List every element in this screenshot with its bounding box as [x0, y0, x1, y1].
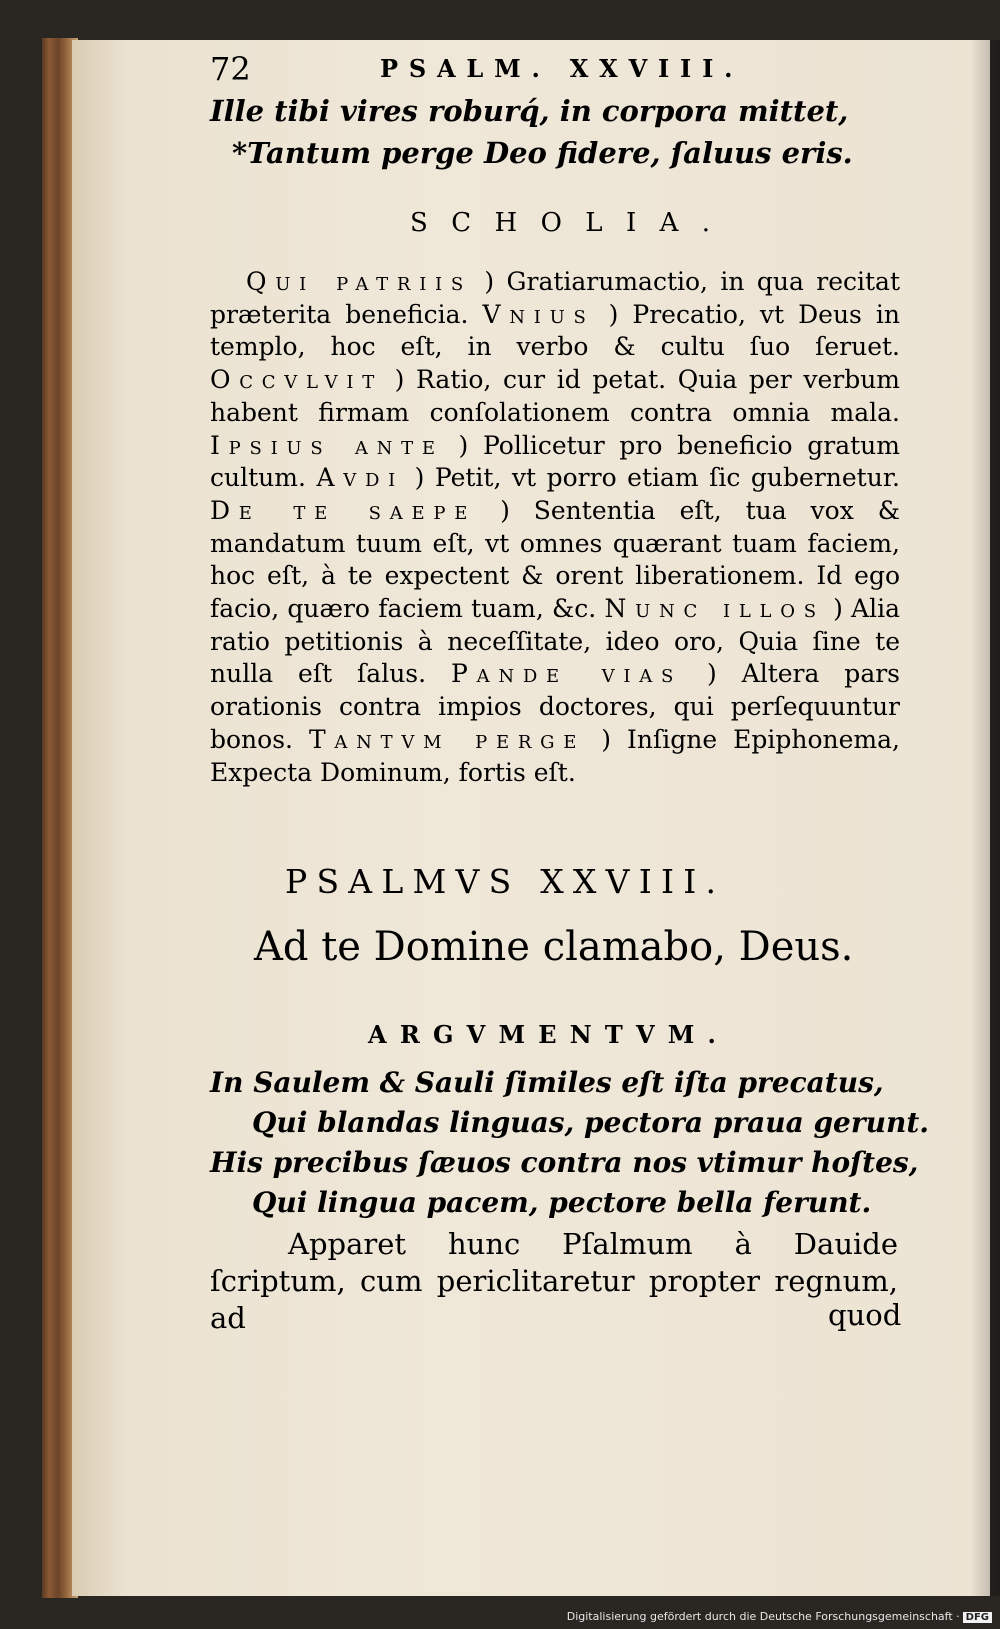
scholia-gloss: ) Ratio, cur id petat. Quia per verbum habent firmam conſolationem contra omnia mala.: [210, 365, 900, 427]
dfg-logo: DFG: [963, 1612, 992, 1623]
closing-verse-line-2: *Tantum perge Deo fidere, ſaluus eris.: [232, 136, 853, 170]
scholia-gloss: ) Sententia eſt, tua vox & mandatum tuum eſt, vt omnes quærant tuam faciem, hoc eſt, à te expectent & orent liberationem. Id ego facio, quæro faciem tuam, &c.: [210, 495, 900, 624]
scholia-gloss: ) Gratiarumactio, in qua recitat præterita beneficia.: [210, 267, 900, 329]
page-gutter-shadow: [970, 40, 1000, 1596]
body-text: [210, 1226, 898, 1337]
running-head-title: PSALM. XXVIII.: [380, 54, 744, 83]
scholia-gloss: ) Petit, vt porro etiam ſic gubernetur.: [404, 463, 900, 493]
scholia-lemma: Occvlvit: [210, 365, 383, 395]
argument-line-4: Qui lingua pacem, pectore bella ferunt.: [252, 1186, 872, 1219]
argument-heading: ARGVMENTVM.: [368, 1020, 730, 1049]
page-number: 72: [210, 50, 251, 88]
scholia-gloss: ) Alia ratio petitionis à neceſſitate, ideo oro, Quia ſine te nulla eſt ſalus.: [210, 594, 900, 689]
catchword: quod: [828, 1298, 902, 1332]
running-head: [210, 50, 900, 90]
psalm-incipit: Ad te Domine clamabo, Deus.: [254, 924, 854, 970]
scholia-gloss: ) Altera pars orationis contra impios doctores, qui perſequuntur bonos.: [210, 659, 900, 754]
scholia-lemma: Avdi: [316, 463, 405, 493]
scholia-lemma: Pande vias: [451, 659, 683, 689]
argument-line-2: Qui blandas linguas, pectora praua gerunt.: [252, 1106, 930, 1139]
scholia-gloss: ) Inſigne Epiphonema, Expecta Dominum, fortis eſt.: [210, 724, 900, 787]
scholia-lemma: Vnius: [482, 299, 595, 329]
credit-text: Digitalisierung gefördert durch die Deutsche Forschungsgemeinschaft ·: [566, 1610, 960, 1623]
argument-line-3: His precibus ſæuos contra nos vtimur hoſtes,: [210, 1146, 919, 1179]
scholia-heading: SCHOLIA.: [410, 208, 734, 238]
scholia-gloss: ) Precatio, vt Deus in templo, hoc eſt, in verbo & cultu ſuo ſeruet.: [210, 299, 900, 362]
scholia-lemma: Nunc illos: [604, 594, 825, 624]
closing-verse-line-1: Ille tibi vires roburq́, in corpora mittet,: [210, 94, 849, 128]
digitization-credit: [567, 1610, 992, 1623]
scholia-text: [210, 266, 900, 789]
scholia-lemma: Ipsius ante: [210, 430, 444, 460]
argument-line-1: In Saulem & Sauli ſimiles eſt iſta precatus,: [210, 1066, 884, 1099]
scholia-lemma: Tantvm perge: [309, 724, 586, 754]
scholia-gloss: ) Pollicetur pro beneficio gratum cultum.: [210, 430, 900, 493]
scholia-paragraph: [210, 266, 900, 789]
scholia-lemma: De te saepe: [210, 495, 477, 525]
scholia-lemma: Qui patriis: [246, 267, 472, 296]
psalm-heading: PSALMVS XXVIII.: [285, 862, 726, 901]
body-paragraph: Apparet hunc Pſalmum à Dauide ſcriptum, cum periclitaretur propter regnum, ad: [210, 1227, 898, 1335]
